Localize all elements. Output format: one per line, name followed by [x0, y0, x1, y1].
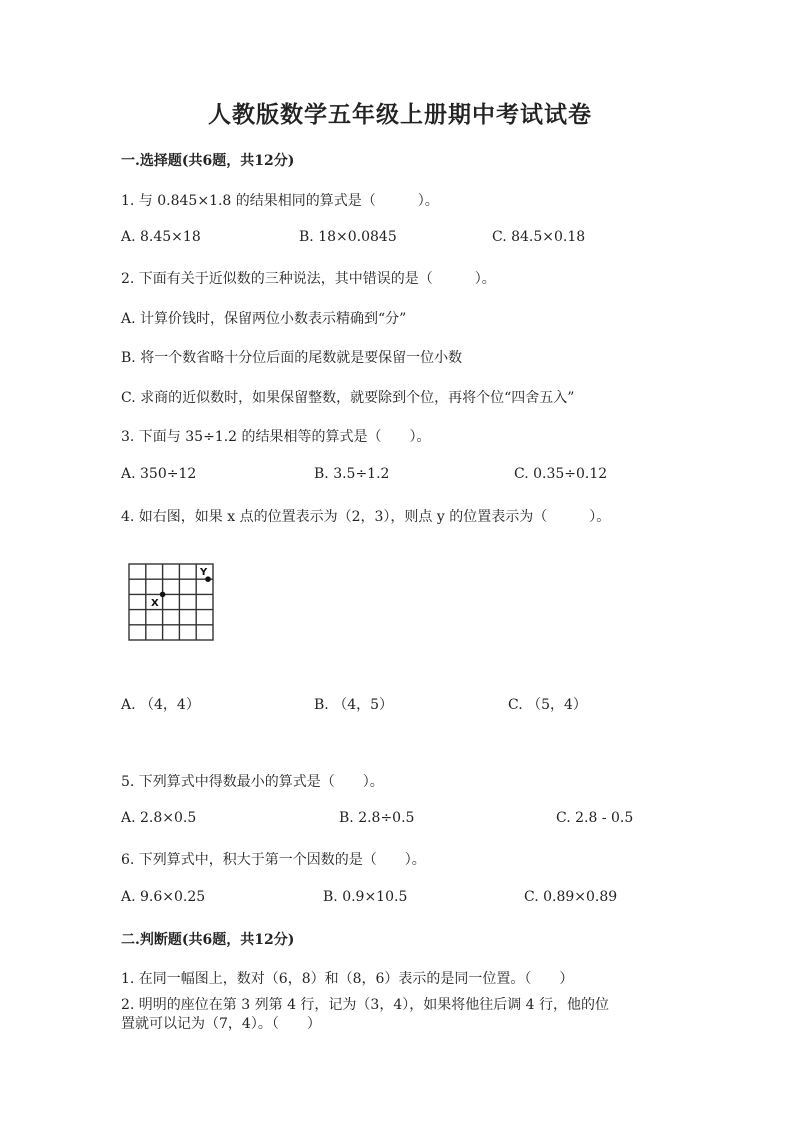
q1-option-b: B. 18×0.0845: [299, 229, 397, 245]
grid-svg: [128, 563, 218, 643]
q1-option-a: A. 8.45×18: [121, 229, 201, 245]
judgment-2-line-1: 2. 明明的座位在第 3 列第 4 行，记为（3，4），如果将他往后调 4 行，他的位: [121, 997, 610, 1013]
q2-option-a: A. 计算价钱时，保留两位小数表示精确到“分”: [121, 311, 407, 327]
coordinate-grid-figure: [128, 563, 218, 647]
q3-option-a: A. 350÷12: [121, 466, 197, 482]
q3-option-b: B. 3.5÷1.2: [314, 466, 390, 482]
point-x-label: X: [151, 598, 159, 609]
question-2: 2. 下面有关于近似数的三种说法，其中错误的是（ ）。: [121, 271, 496, 287]
page-title: 人教版数学五年级上册期中考试试卷: [208, 101, 592, 128]
judgment-2-line-2: 置就可以记为（7，4）。（ ）: [121, 1016, 321, 1032]
question-3: 3. 下面与 35÷1.2 的结果相等的算式是（ ）。: [121, 429, 431, 445]
q2-option-b: B. 将一个数省略十分位后面的尾数就是要保留一位小数: [121, 350, 463, 366]
q4-option-a: A. （4，4）: [121, 697, 200, 713]
question-4: 4. 如右图，如果 x 点的位置表示为（2，3），则点 y 的位置表示为（ ）。: [121, 509, 611, 525]
question-5: 5. 下列算式中得数最小的算式是（ ）。: [121, 774, 384, 790]
q5-option-a: A. 2.8×0.5: [121, 810, 197, 826]
point-x-marker: [160, 592, 166, 598]
q6-option-b: B. 0.9×10.5: [323, 889, 408, 905]
q2-option-c: C. 求商的近似数时，如果保留整数，就要除到个位，再将个位“四舍五入”: [121, 390, 575, 406]
q6-option-a: A. 9.6×0.25: [121, 889, 206, 905]
question-6: 6. 下列算式中，积大于第一个因数的是（ ）。: [121, 852, 426, 868]
section-header-judgment: 二.判断题(共6题，共12分): [121, 932, 295, 948]
q5-option-b: B. 2.8÷0.5: [339, 810, 415, 826]
q4-option-b: B. （4，5）: [314, 697, 394, 713]
q3-option-c: C. 0.35÷0.12: [514, 466, 608, 482]
section-header-choice: 一.选择题(共6题，共12分): [121, 153, 295, 169]
q5-option-c: C. 2.8 - 0.5: [556, 810, 634, 826]
q4-option-c: C. （5，4）: [508, 697, 587, 713]
point-y-label: Y: [200, 567, 208, 578]
question-1: 1. 与 0.845×1.8 的结果相同的算式是（ ）。: [121, 193, 439, 209]
q6-option-c: C. 0.89×0.89: [524, 889, 618, 905]
q1-option-c: C. 84.5×0.18: [492, 229, 586, 245]
judgment-1: 1. 在同一幅图上，数对（6，8）和（8，6）表示的是同一位置。（ ）: [121, 971, 574, 987]
